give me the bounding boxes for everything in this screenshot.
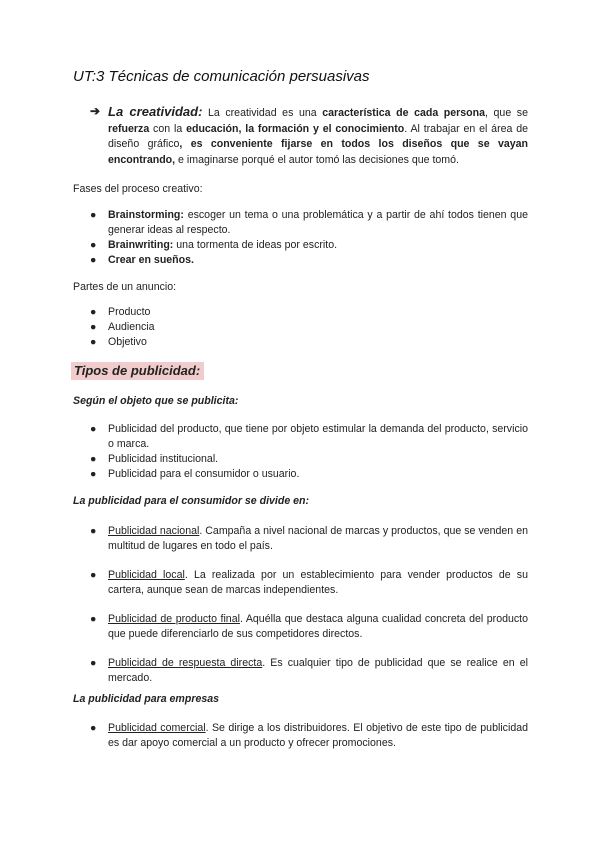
list-item [90,568,528,598]
bullet-icon: ● [90,613,97,625]
parte-text: Objetivo [108,336,147,348]
list-item [90,452,528,467]
creatividad-text-3: con la [149,122,187,135]
fases-list [90,208,528,268]
list-item [90,335,528,350]
bullet-icon: ● [90,453,97,465]
fases-heading: Fases del proceso creativo: [73,183,203,195]
fase-text: una tormenta de ideas por escrito. [173,239,338,251]
consumidor-heading: La publicidad para el consumidor se divide en: [73,495,310,507]
creatividad-paragraph [90,104,528,168]
list-item [90,467,528,482]
bullet-icon: ● [90,569,97,581]
fase-bold: Brainwriting: [108,239,174,251]
creatividad-text-5: e imaginarse porqué el autor tomó las decisiones que tomó. [175,153,459,166]
creatividad-text-2: , que se [485,107,528,119]
bullet-icon: ● [90,306,97,318]
bullet-icon: ● [90,336,97,348]
bullet-icon: ● [90,525,97,537]
list-item [90,656,528,686]
objeto-list [90,422,528,482]
fase-bold: Crear en sueños. [108,254,194,266]
fase-text: escoger un tema o una problemática y a partir de ahí todos tienen que generar ideas al respecto. [108,209,528,236]
consumidor-text: . Campaña a nivel nacional de marcas y productos, que se venden en multitud de lugares en todo el país. [108,525,528,552]
empresas-heading: La publicidad para empresas [73,693,220,705]
bullet-icon: ● [90,657,97,669]
creatividad-lead: La creatividad: [108,104,203,119]
list-item [90,305,528,320]
partes-list [90,305,528,350]
consumidor-link: Publicidad local [108,569,185,581]
list-item [90,208,528,238]
parte-text: Producto [108,306,151,318]
bullet-icon: ● [90,254,97,266]
empresas-link: Publicidad comercial [108,722,206,734]
consumidor-text: . La realizada por un establecimiento para vender productos de su cartera, aunque sean de marcas independientes. [108,569,528,596]
consumidor-text: . Es cualquier tipo de publicidad que se realice en el mercado. [108,657,528,684]
parte-text: Audiencia [108,321,155,333]
empresas-list [90,721,528,751]
consumidor-link: Publicidad de producto final [108,613,240,625]
fase-bold: Brainstorming: [108,209,184,221]
empresas-text: . Se dirige a los distribuidores. El objetivo de este tipo de publicidad es dar apoyo comercial a un producto y ofrecer promociones. [108,722,529,749]
list-item [90,721,528,751]
bullet-icon: ● [90,722,97,734]
list-item [90,612,528,642]
list-item [90,524,528,554]
bullet-icon: ● [90,209,97,221]
consumidor-list [90,524,528,700]
creatividad-bold-1: característica de cada persona [322,107,486,119]
bullet-icon: ● [90,468,97,480]
bullet-icon: ● [90,423,97,435]
creatividad-text-1: La creatividad es una [202,107,323,119]
objeto-text: Publicidad del producto, que tiene por objeto estimular la demanda del producto, servicio o marca. [108,423,528,450]
list-item [90,238,528,253]
bullet-icon: ● [90,239,97,251]
objeto-text: Publicidad para el consumidor o usuario. [108,468,300,480]
creatividad-text-4: . Al trabajar en el área de diseño gráfico [108,122,528,151]
creatividad-bold-4: , es conveniente fijarse en todos los diseños que se vayan encontrando, [108,138,528,166]
arrow-icon: ➔ [90,104,101,118]
page-title: UT:3 Técnicas de comunicación persuasivas [73,68,370,85]
partes-heading: Partes de un anuncio: [73,281,177,293]
list-item [90,320,528,335]
creatividad-bold-2: refuerza [108,122,150,135]
tipos-heading: Tipos de publicidad: [71,362,204,380]
bullet-icon: ● [90,321,97,333]
objeto-heading: Según el objeto que se publicita: [73,395,239,407]
creatividad-bold-3: educación, la formación y el conocimiento [186,122,405,135]
list-item [90,253,528,268]
consumidor-link: Publicidad nacional [108,525,200,537]
objeto-text: Publicidad institucional. [108,453,219,465]
list-item [90,422,528,452]
consumidor-link: Publicidad de respuesta directa [108,657,263,669]
consumidor-text: . Aquélla que destaca alguna cualidad concreta del producto que puede diferenciarlo de sus competidores directos. [108,613,529,640]
